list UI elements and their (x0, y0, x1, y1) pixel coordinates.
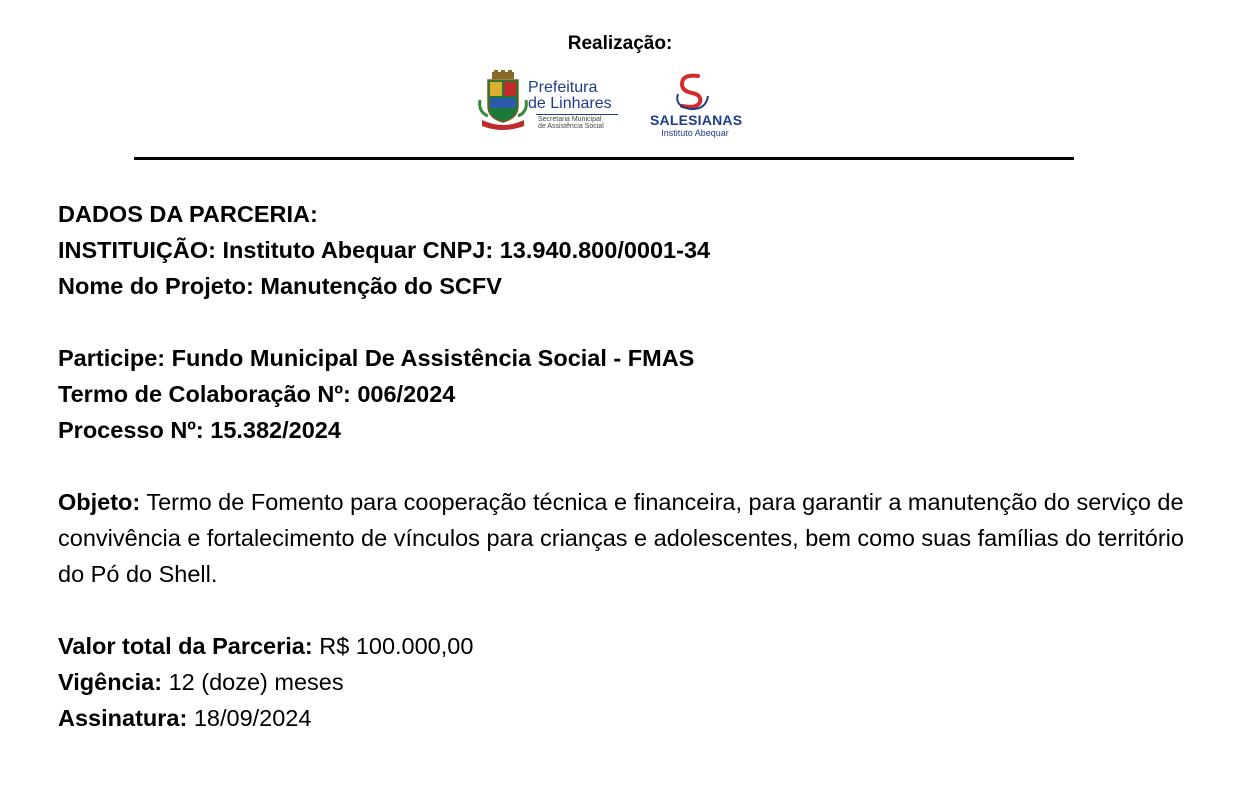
participe-line: Participe: Fundo Municipal De Assistência Social - FMAS (58, 345, 695, 371)
project-name-line: Nome do Projeto: Manutenção do SCFV (58, 273, 502, 299)
termo-line: Termo de Colaboração Nº: 006/2024 (58, 381, 456, 407)
vigencia-label: Vigência: (58, 669, 163, 695)
vigencia-line (58, 664, 1198, 700)
partnership-details (58, 196, 1198, 736)
valor-line (58, 628, 1198, 664)
salesianas-s-icon (668, 72, 712, 112)
prefeitura-divider (536, 114, 618, 115)
valor-value: R$ 100.000,00 (312, 633, 474, 659)
section-title: DADOS DA PARCERIA: (58, 201, 318, 227)
prefeitura-sub2: de Assistência Social (538, 123, 604, 130)
salesianas-logo (650, 72, 743, 142)
vigencia-value: 12 (doze) meses (162, 669, 344, 695)
assinatura-line (58, 700, 1198, 736)
assinatura-label: Assinatura: (58, 705, 188, 731)
prefeitura-line1: Prefeitura (528, 79, 598, 96)
objeto-text: Termo de Fomento para cooperação técnica e financeira, para garantir a manutenção do serviço de convivência e fortalecimento de vínculos para crianças e adolescentes, bem como suas famílias do território do Pó do Shell. (58, 489, 1184, 587)
valor-label: Valor total da Parceria: (58, 633, 313, 659)
assinatura-value: 18/09/2024 (187, 705, 312, 731)
processo-line: Processo Nº: 15.382/2024 (58, 417, 341, 443)
prefeitura-line2: de Linhares (528, 95, 612, 112)
realizacao-heading: Realização: (567, 33, 673, 54)
salesianas-subtitle: Instituto Abequar (661, 128, 729, 138)
header-divider (134, 157, 1074, 160)
linhares-crest-icon (478, 70, 528, 130)
partner-logos (478, 70, 748, 142)
salesianas-name: SALESIANAS (650, 112, 743, 128)
instituicao-line: INSTITUIÇÃO: Instituto Abequar CNPJ: 13.940.800/0001-34 (58, 237, 711, 263)
prefeitura-linhares-logo (478, 70, 623, 132)
objeto-label: Objeto: (58, 489, 141, 515)
prefeitura-sub1: Secretaria Municipal (538, 116, 602, 123)
objeto-paragraph (58, 484, 1198, 592)
